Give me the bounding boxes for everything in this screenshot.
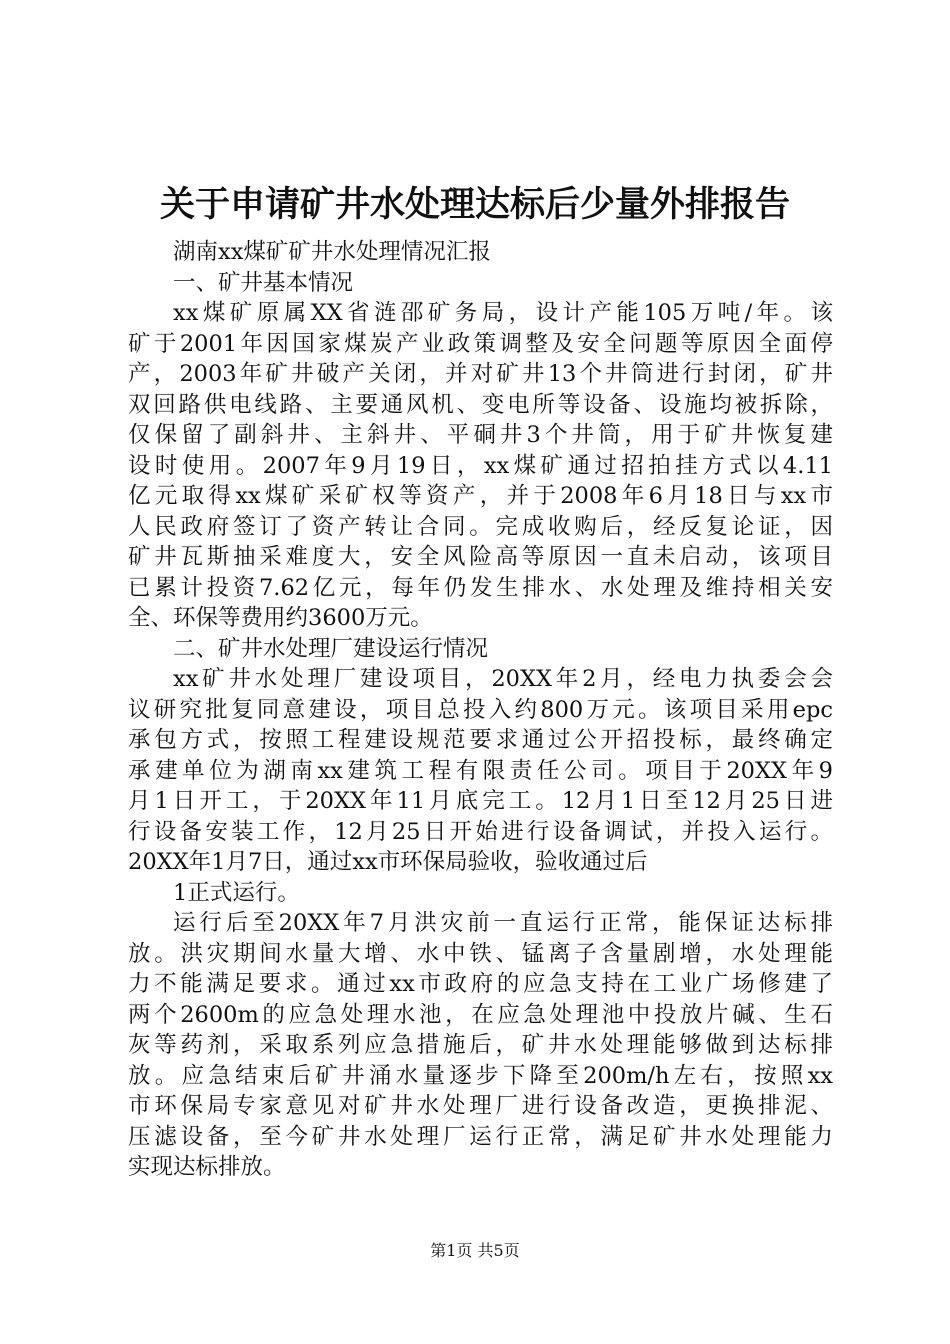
text-line: 双回路供电线路、主要通风机、变电所等设备、设施均被拆除， [128, 391, 833, 418]
text-line: 运行后至20XX年7月洪灾前一直运行正常，能保证达标排 [173, 910, 833, 936]
document-title: 关于申请矿井水处理达标后少量外排报告 [159, 185, 790, 225]
document-body [128, 237, 833, 1183]
text-line: 承建单位为湖南xx建筑工程有限责任公司。项目于20XX年9 [128, 757, 833, 784]
text-line: 矿井瓦斯抽采难度大，安全风险高等原因一直未启动，该项目 [128, 544, 833, 570]
text-line: 全、环保等费用约3600万元。 [128, 605, 433, 631]
text-line: 议研究批复同意建设，项目总投入约800万元。该项目采用epc [128, 696, 833, 723]
text-line: 一、矿井基本情况 [173, 269, 354, 296]
text-line: 市环保局专家意见对矿井水处理厂进行设备改造，更换排泥、 [128, 1093, 833, 1119]
text-line: xx矿井水处理厂建设项目，20XX年2月，经电力执委会会 [173, 666, 833, 692]
text-line: 已累计投资7.62亿元，每年仍发生排水、水处理及维持相关安 [128, 574, 833, 601]
text-line: 二、矿井水处理厂建设运行情况 [173, 635, 489, 662]
text-line: 亿元取得xx煤矿采矿权等资产，并于2008年6月18日与xx市 [128, 483, 833, 509]
text-line: 实现达标排放。 [128, 1154, 286, 1180]
text-line: 压滤设备，至今矿井水处理厂运行正常，满足矿井水处理能力 [128, 1123, 833, 1150]
page-footer: 第1页 共5页 [430, 1241, 520, 1260]
text-line: 承包方式，按照工程建设规范要求通过公开招投标，最终确定 [128, 727, 833, 753]
text-line: 20XX年1月7日，通过xx市环保局验收，验收通过后 [128, 849, 648, 875]
text-line: xx煤矿原属XX省涟邵矿务局，设计产能105万吨/年。该 [173, 300, 833, 326]
text-line: 行设备安装工作，12月25日开始进行设备调试，并投入运行。 [128, 818, 833, 845]
text-line: 力不能满足要求。通过xx市政府的应急支持在工业广场修建了 [128, 971, 833, 997]
text-line: 放。洪灾期间水量大增、水中铁、锰离子含量剧增，水处理能 [128, 940, 833, 967]
text-line: 灰等药剂，采取系列应急措施后，矿井水处理能够做到达标排 [128, 1032, 833, 1058]
text-line: 设时使用。2007年9月19日，xx煤矿通过招拍挂方式以4.11 [128, 452, 833, 479]
text-line: 1正式运行。 [173, 879, 300, 906]
text-line: 月1日开工，于20XX年11月底完工。12月1日至12月25日进 [128, 788, 833, 814]
text-line: 仅保留了副斜井、主斜井、平硐井3个井筒，用于矿井恢复建 [128, 422, 833, 448]
text-line: 湖南xx煤矿矿井水处理情况汇报 [173, 239, 491, 265]
text-line: 产，2003年矿井破产关闭，并对矿井13个井筒进行封闭，矿井 [128, 361, 833, 387]
text-line: 人民政府签订了资产转让合同。完成收购后，经反复论证，因 [128, 513, 833, 540]
text-line: 矿于2001年因国家煤炭产业政策调整及安全问题等原因全面停 [128, 330, 833, 357]
text-line: 放。应急结束后矿井涌水量逐步下降至200m/h左右，按照xx [128, 1062, 833, 1089]
text-line: 两个2600m的应急处理水池，在应急处理池中投放片碱、生石 [128, 1001, 833, 1028]
